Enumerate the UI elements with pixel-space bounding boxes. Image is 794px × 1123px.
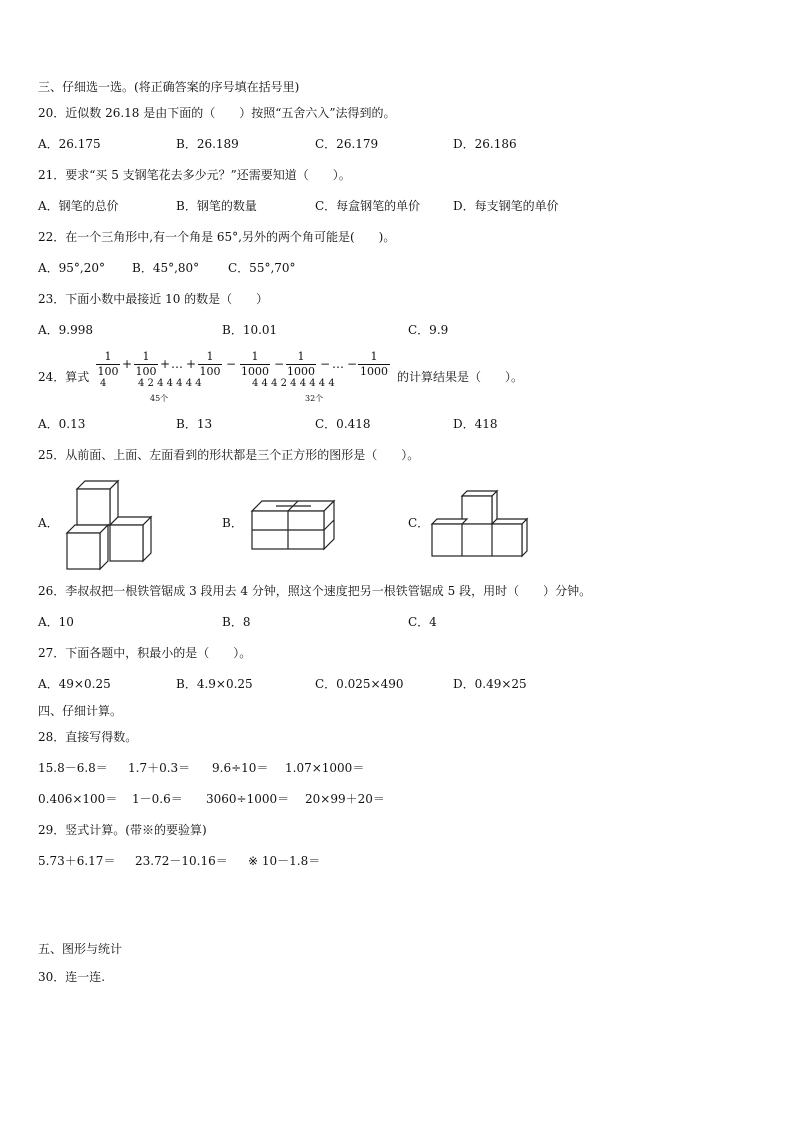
q24-fraction-3-den: 100: [199, 365, 221, 378]
q24-option-c: C．0.418: [315, 417, 371, 431]
q24-dots-2: …: [332, 357, 344, 371]
q28-item-7: 3060÷1000＝: [206, 792, 290, 806]
q22-stem: 22．在一个三角形中,有一个角是 65°,另外的两个角可能是( )。: [38, 230, 396, 244]
q28-item-1: 15.8－6.8＝: [38, 761, 108, 775]
q24-fraction-4-den: 1000: [241, 365, 269, 378]
q24-minus-4: −: [347, 357, 358, 371]
q20-option-a: A．26.175: [38, 137, 101, 151]
q23-option-a: A．9.998: [38, 323, 94, 337]
q27-option-c: C．0.025×490: [315, 677, 404, 691]
q24-under-c: 4 4 4 2 4 4 4 4 4: [252, 378, 335, 389]
q24-fraction-6-den: 1000: [360, 365, 388, 378]
q22-option-b: B．45°,80°: [132, 261, 200, 275]
q24-fraction-6: [358, 351, 390, 378]
q24-count-45: 45个: [150, 394, 169, 403]
section-3-title: 三、仔细选一选。(将正确答案的序号填在括号里): [38, 80, 300, 94]
q25-figure-b: [248, 495, 338, 555]
q24-option-d: D．418: [453, 417, 498, 431]
q25-label-b: B．: [222, 516, 243, 530]
q22-option-a: A．95°,20°: [38, 261, 106, 275]
q24-fraction-3: [198, 351, 222, 378]
q23-stem: 23．下面小数中最接近 10 的数是（ ）: [38, 292, 269, 306]
q20-option-b: B．26.189: [176, 137, 239, 151]
q24-under-b: 4 2 4 4 4 4 4: [138, 378, 202, 389]
q24-option-b: B．13: [176, 417, 213, 431]
q24-fraction-1-num: 1: [96, 351, 120, 365]
q24-dots-1: …: [171, 357, 183, 371]
q28-item-8: 20×99＋20＝: [305, 792, 385, 806]
q29-item-3: ※ 10－1.8＝: [248, 854, 321, 868]
q28-item-2: 1.7＋0.3＝: [128, 761, 191, 775]
q24-fraction-3-num: 1: [198, 351, 222, 365]
q24-suffix: 的计算结果是（ ）。: [397, 370, 524, 384]
q24-plus-1: +: [122, 357, 133, 371]
q24-fraction-5-den: 1000: [287, 365, 315, 378]
q26-option-a: A．10: [38, 615, 74, 629]
q24-fraction-2: [134, 351, 158, 378]
q20-stem: 20．近似数 26.18 是由下面的（ ）按照“五舍六入”法得到的。: [38, 106, 396, 120]
q22-option-c: C．55°,70°: [228, 261, 296, 275]
q20-option-c: C．26.179: [315, 137, 379, 151]
q26-option-b: B．8: [222, 615, 251, 629]
q29-stem: 29．竖式计算。(带※的要验算): [38, 823, 207, 837]
q24-minus-2: −: [274, 357, 285, 371]
q24-fraction-1-den: 100: [97, 365, 119, 378]
q24-plus-3: +: [186, 357, 197, 371]
q27-option-b: B．4.9×0.25: [176, 677, 253, 691]
q24-under-a: 4: [100, 378, 107, 389]
q30-stem: 30．连一连.: [38, 970, 106, 984]
q25-label-a: A．: [38, 516, 59, 530]
q21-option-a: A．钢笔的总价: [38, 199, 119, 213]
q25-label-c: C．: [408, 516, 430, 530]
q29-item-1: 5.73＋6.17＝: [38, 854, 116, 868]
q24-fraction-5: [286, 351, 316, 378]
q24-prefix: 24．算式: [38, 370, 90, 384]
q21-option-b: B．钢笔的数量: [176, 199, 257, 213]
section-5-title: 五、图形与统计: [38, 942, 123, 956]
q21-option-c: C．每盒钢笔的单价: [315, 199, 421, 213]
q24-fraction-4-num: 1: [240, 351, 270, 365]
section-4-title: 四、仔细计算。: [38, 704, 123, 718]
q21-stem: 21．要求“买 5 支钢笔花去多少元？”还需要知道（ ）。: [38, 168, 351, 182]
q28-item-4: 1.07×1000＝: [285, 761, 365, 775]
q24-minus-1: −: [226, 357, 237, 371]
q24-count-32: 32个: [305, 394, 324, 403]
q21-option-d: D．每支钢笔的单价: [453, 199, 559, 213]
q25-stem: 25．从前面、上面、左面看到的形状都是三个正方形的图形是（ ）。: [38, 448, 420, 462]
q24-minus-3: −: [320, 357, 331, 371]
q24-fraction-2-num: 1: [134, 351, 158, 365]
q24-option-a: A．0.13: [38, 417, 86, 431]
q28-stem: 28．直接写得数。: [38, 730, 138, 744]
q28-item-5: 0.406×100＝: [38, 792, 118, 806]
q23-option-c: C．9.9: [408, 323, 449, 337]
q27-option-d: D．0.49×25: [453, 677, 527, 691]
q23-option-b: B．10.01: [222, 323, 278, 337]
q24-fraction-1: [96, 351, 120, 378]
q24-fraction-4: [240, 351, 270, 378]
q28-item-6: 1－0.6＝: [132, 792, 183, 806]
q28-item-3: 9.6÷10＝: [212, 761, 269, 775]
q25-figure-a: [60, 475, 160, 570]
q27-stem: 27．下面各题中，积最小的是（ ）。: [38, 646, 252, 660]
q27-option-a: A．49×0.25: [38, 677, 111, 691]
q29-item-2: 23.72－10.16＝: [135, 854, 228, 868]
q20-option-d: D．26.186: [453, 137, 517, 151]
q24-fraction-2-den: 100: [135, 365, 157, 378]
q26-option-c: C．4: [408, 615, 437, 629]
q24-fraction-6-num: 1: [358, 351, 390, 365]
q24-plus-2: +: [160, 357, 171, 371]
q26-stem: 26．李叔叔把一根铁管锯成 3 段用去 4 分钟，照这个速度把另一根铁管锯成 5 段，用时（ ）分钟。: [38, 584, 592, 598]
q25-figure-c: [430, 488, 530, 560]
q24-fraction-5-num: 1: [286, 351, 316, 365]
